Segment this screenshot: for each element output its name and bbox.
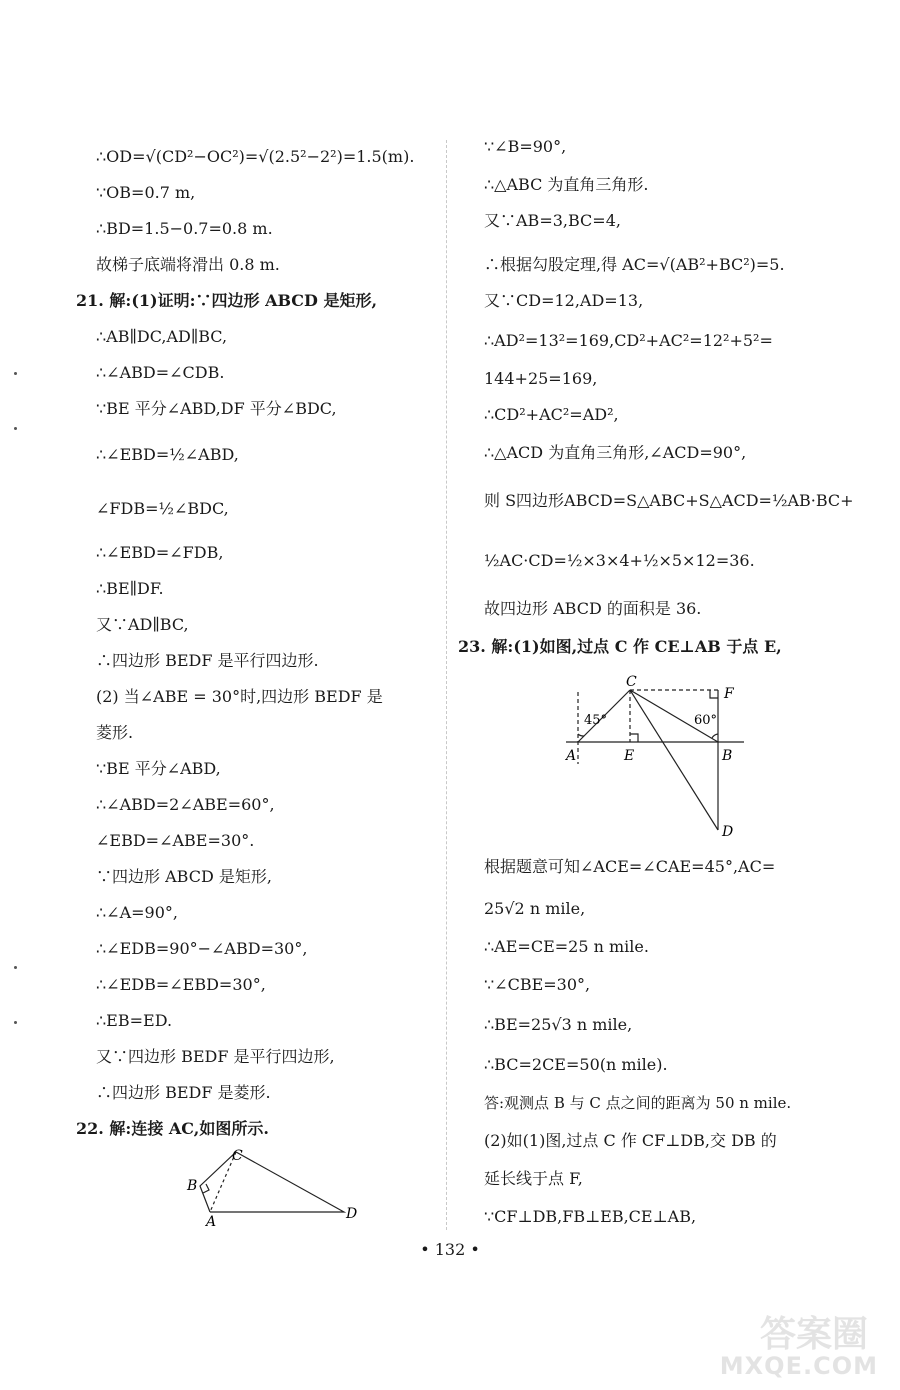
text-line: ∴∠EBD=∠FDB, (96, 543, 224, 562)
label-e: E (624, 748, 635, 764)
text-line: ∴BC=2CE=50(n mile). (484, 1055, 668, 1074)
text-line: (2) 当∠ABE = 30°时,四边形 BEDF 是 (96, 687, 383, 706)
text-line: 故梯子底端将滑出 0.8 m. (96, 255, 280, 274)
text-line: 菱形. (96, 723, 134, 742)
label-c: C (232, 1148, 243, 1164)
problem-21-heading: 21. 解:(1)证明:∵四边形 ABCD 是矩形, (76, 291, 378, 310)
text-line: 又∵AB=3,BC=4, (484, 211, 621, 230)
text-line: ∴四边形 BEDF 是菱形. (96, 1083, 271, 1102)
text-line: ∴△ACD 为直角三角形,∠ACD=90°, (484, 443, 747, 462)
text-line: ∴BE=25√3 n mile, (484, 1015, 633, 1034)
text-line: ∵OB=0.7 m, (96, 183, 196, 202)
text-line: 答:观测点 B 与 C 点之间的距离为 50 n mile. (484, 1094, 792, 1112)
text-line: ∴BE∥DF. (96, 579, 164, 598)
text-line: ∴四边形 BEDF 是平行四边形. (96, 651, 319, 670)
text-line: ∵BE 平分∠ABD,DF 平分∠BDC, (96, 399, 337, 418)
text-line: 又∵四边形 BEDF 是平行四边形, (96, 1047, 335, 1066)
text-line: 144+25=169, (484, 369, 598, 388)
label-f: F (724, 686, 734, 702)
quadrilateral-abcd (200, 1152, 344, 1212)
watermark-text-bottom: MXQE.COM (719, 1352, 878, 1380)
text-line: ∴BD=1.5−0.7=0.8 m. (96, 219, 273, 238)
label-c: C (626, 674, 637, 690)
label-d: D (722, 824, 734, 840)
text-line: ∴∠EDB=∠EBD=30°, (96, 975, 266, 994)
label-d: D (346, 1206, 358, 1222)
angle-arc-b (712, 734, 718, 738)
label-b: B (722, 748, 733, 764)
margin-dot (14, 966, 17, 969)
text-line: 25√2 n mile, (484, 899, 586, 918)
text-line: ∴AD²=13²=169,CD²+AC²=12²+5²= (484, 331, 773, 350)
text-line: ∠FDB=½∠BDC, (96, 499, 229, 518)
segment-cd (630, 690, 718, 830)
text-line: 故四边形 ABCD 的面积是 36. (484, 599, 702, 618)
text-line: 则 S四边形ABCD=S△ABC+S△ACD=½AB·BC+ (484, 491, 854, 510)
text-line: ∵∠B=90°, (484, 137, 567, 156)
margin-dot (14, 427, 17, 430)
text-line: ∵CF⊥DB,FB⊥EB,CE⊥AB, (484, 1207, 697, 1226)
problem-22-heading: 22. 解:连接 AC,如图所示. (76, 1119, 269, 1138)
figure-23 (560, 670, 760, 842)
label-b: B (187, 1178, 198, 1194)
margin-dot (14, 372, 17, 375)
watermark (698, 1306, 878, 1380)
text-line: ∴CD²+AC²=AD², (484, 405, 619, 424)
text-line: ∴∠ABD=∠CDB. (96, 363, 225, 382)
problem-23-heading: 23. 解:(1)如图,过点 C 作 CE⊥AB 于点 E, (458, 637, 782, 656)
text-line: ∴∠EBD=½∠ABD, (96, 445, 239, 464)
angle-label-45: 45° (584, 713, 608, 728)
text-line: ∴∠ABD=2∠ABE=60°, (96, 795, 275, 814)
right-angle-mark (203, 1184, 209, 1193)
right-angle-mark-f (710, 690, 718, 698)
text-line: ∴∠EDB=90°−∠ABD=30°, (96, 939, 308, 958)
text-line: 又∵CD=12,AD=13, (484, 291, 644, 310)
margin-dot (14, 1021, 17, 1024)
text-line: ∠EBD=∠ABE=30°. (96, 831, 255, 850)
text-line: ∴AE=CE=25 n mile. (484, 937, 649, 956)
text-line: 根据题意可知∠ACE=∠CAE=45°,AC= (484, 857, 776, 876)
right-angle-mark-e (630, 734, 638, 742)
text-line: ∵四边形 ABCD 是矩形, (96, 867, 272, 886)
angle-arc-a (578, 734, 584, 736)
text-line: ∴根据勾股定理,得 AC=√(AB²+BC²)=5. (484, 255, 785, 274)
text-line: ∴EB=ED. (96, 1011, 173, 1030)
column-divider (446, 140, 447, 1230)
text-line: ∴OD=√(CD²−OC²)=√(2.5²−2²)=1.5(m). (96, 147, 415, 166)
text-line: ∴AB∥DC,AD∥BC, (96, 327, 228, 346)
label-a: A (566, 748, 577, 764)
watermark-text-top: 答案圈 (759, 1314, 868, 1355)
text-line: ∴△ABC 为直角三角形. (484, 175, 649, 194)
text-line: ∴∠A=90°, (96, 903, 178, 922)
text-line: ½AC·CD=½×3×4+½×5×12=36. (484, 551, 755, 570)
text-line: (2)如(1)图,过点 C 作 CF⊥DB,交 DB 的 (484, 1131, 777, 1150)
text-line: 延长线于点 F, (484, 1169, 583, 1188)
text-line: ∵∠CBE=30°, (484, 975, 591, 994)
angle-label-60: 60° (694, 713, 718, 728)
figure-22 (176, 1144, 366, 1228)
text-line: 又∵AD∥BC, (96, 615, 189, 634)
text-line: ∵BE 平分∠ABD, (96, 759, 221, 778)
page-number: • 132 • (420, 1240, 480, 1259)
label-a: A (206, 1214, 217, 1228)
